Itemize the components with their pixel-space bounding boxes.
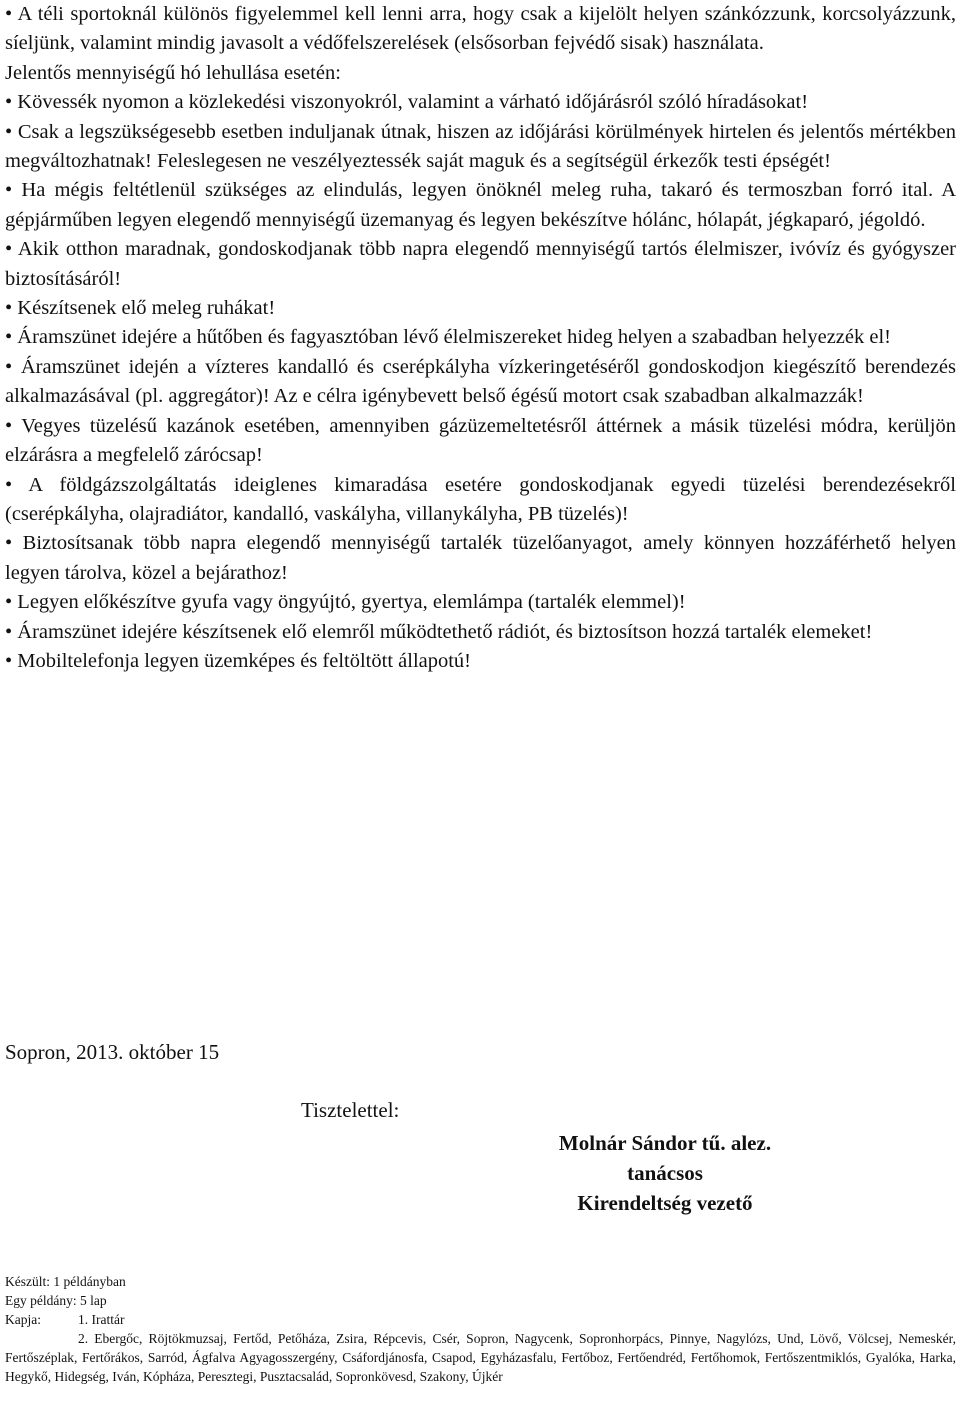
paragraph: • Vegyes tüzelésű kazánok esetében, amennyiben gázüzemeltetésről áttérnek a másik tüzelési módra, kerüljön elzárásra a megfelelő zárócsap! [5,414,956,467]
paragraph: • Biztosítsanak több napra elegendő mennyiségű tartalék tüzelőanyagot, amely könnyen hozzáférhető helyen legyen tárolva, közel a bejárathoz! [5,532,956,584]
paragraph: • Áramszünet idején a vízteres kandalló és cserépkályha vízkeringetéséről gondoskodjon kiegészítő berendezés alkalmazásával (pl. aggregátor)! Az e célra igénybevett belső égésű motort csak szabadban alkalmazzák! [5,355,956,408]
paragraph: • Legyen előkészítve gyufa vagy öngyújtó, gyertya, elemlámpa (tartalék elemmel)! [5,591,686,614]
recipients-row [5,1310,956,1329]
paragraph: • Áramszünet idejére a hűtőben és fagyasztóban lévő élelmiszereket hideg helyen a szabadban helyezzék el! [5,326,891,349]
paragraph: Jelentős mennyiségű hó lehullása esetén: [5,61,341,84]
paragraph: • A földgázszolgáltatás ideiglenes kimaradása esetére gondoskodjanak egyedi tüzelési berendezésekről (cserépkályha, olajradiátor, kandalló, vaskályha, villanykályha, PB tüzelés)! [5,473,956,525]
paragraph: • A téli sportoknál különös figyelemmel kell lenni arra, hogy csak a kijelölt helyen szánkózzunk, korcsolyázzunk, síeljünk, valamint mindig javasolt a védőfelszerelések (elsősorban fejvédő sisak) használata. [5,3,956,55]
page-count: Egy példány: 5 lap [5,1293,107,1308]
paragraph: • Ha mégis feltétlenül szükséges az elindulás, legyen önöknél meleg ruha, takaró és termoszban forró ital. A gépjárműben legyen elegendő mennyiségű üzemanyag és legyen bekészítve hólánc, hólapát, jégkaparó, jégoldó. [5,179,956,231]
paragraph: • Áramszünet idejére készítsenek elő elemről működtethető rádiót, és biztosítson hozzá tartalék elemeket! [5,620,873,643]
body-text [5,0,956,676]
paragraph: • Készítsenek elő meleg ruhákat! [5,297,276,320]
signer-rank: tanácsos [627,1161,703,1185]
signer-position: Kirendeltség vezető [577,1191,753,1215]
paragraph: • Akik otthon maradnak, gondoskodjanak több napra elegendő mennyiségű tartós élelmiszer, ivóvíz és gyógyszer biztosításáról! [5,238,956,290]
recipient-list: 2. Ebergőc, Röjtökmuzsaj, Fertőd, Petőháza, Zsira, Répcevis, Csér, Sopron, Nagycenk, Sopronhorpács, Pinnye, Nagylózs, Und, Lövő, Völcsej, Nemeskér, Fertőszéplak, Fertőrákos, Sarród, Ágfalva Agyagosszergény, Csáfordjánosfa, Csapod, Egyházasfalu, Fertőboz, Fertőendréd, Fertőhomok, Fertőszentmiklós, Gyalóka, Harka, Hegykő, Hidegség, Iván, Kópháza, Peresztegi, Pusztacsalád, Sopronkövesd, Szakony, Újkér [5,1331,956,1384]
recipient-first: 1. Irattár [78,1312,125,1327]
signer-name: Molnár Sándor tű. alez. [558,1131,772,1155]
greeting: Tisztelettel: [301,1098,400,1122]
paragraph: • Kövessék nyomon a közlekedési viszonyokról, valamint a várható időjárásról szóló híradásokat! [5,91,809,114]
paragraph: • Mobiltelefonja legyen üzemképes és feltöltött állapotú! [5,649,472,672]
copies-count: Készült: 1 példányban [5,1274,126,1289]
paragraph: • Csak a legszükségesebb esetben induljanak útnak, hiszen az időjárási körülmények hirtelen és jelentős mértékben megváltozhatnak! Feleslegesen ne veszélyeztessék saját maguk és a segítségül érkezők testi épségét! [5,120,956,173]
place-date: Sopron, 2013. október 15 [5,1040,220,1064]
recipients-label: Kapja: [5,1312,41,1327]
distribution-footer [5,1272,956,1386]
signature-block [480,1128,850,1218]
